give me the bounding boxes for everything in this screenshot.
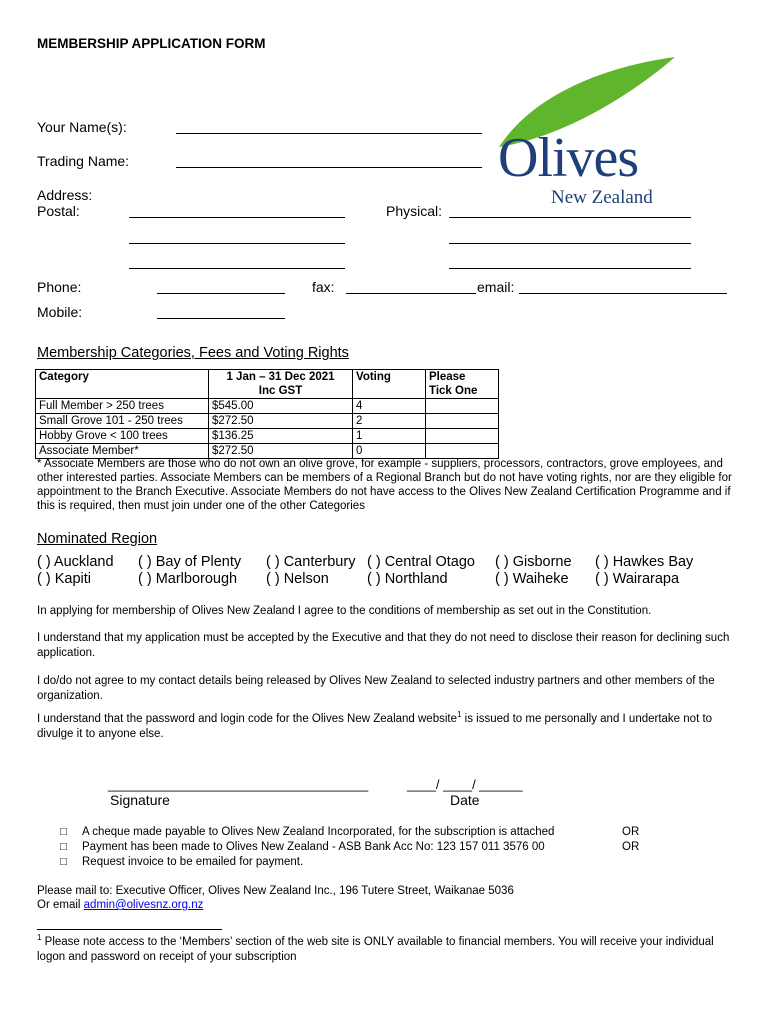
header-voting: Voting [353, 370, 426, 399]
mobile-field[interactable] [157, 318, 285, 319]
postal-label: Postal: [37, 203, 80, 219]
form-title: MEMBERSHIP APPLICATION FORM [37, 36, 266, 51]
region-option[interactable]: ( ) Gisborne [495, 554, 572, 570]
email-field[interactable] [519, 293, 727, 294]
row-category: Associate Member* [36, 444, 209, 459]
mail-email-line [37, 898, 514, 912]
associate-note: * Associate Members are those who do not own an olive grove, for example - suppliers, processors, contractors, grove employees, and other interested parties. Associate Members can be members of a Regional Branch but do not have voting rights, nor are they eligible for appointment to the Branch Executive. Associate Members do not have access to the Olives New Zealand Certification Programme and if this is required, then must join under one of the other Categories [37, 458, 732, 512]
agreement-paragraph-4 [37, 712, 737, 742]
date-label: Date [450, 792, 480, 808]
phone-field[interactable] [157, 293, 285, 294]
signature-label: Signature [110, 792, 170, 808]
row-voting: 4 [353, 399, 426, 414]
region-row [37, 571, 693, 588]
footnote-text: Please note access to the ‘Members’ section of the web site is ONLY available to financial members. You will receive your individual logon and password on receipt of your subscription [37, 936, 714, 963]
agreement-paragraph-1: In applying for membership of Olives New Zealand I agree to the conditions of membership as set out in the Constitution. [37, 605, 652, 617]
region-row [37, 554, 693, 571]
row-voting: 0 [353, 444, 426, 459]
payment-option [60, 825, 639, 840]
header-tick-1: Please [429, 371, 466, 383]
payment-option-text: Payment has been made to Olives New Zealand - ASB Bank Acc No: 123 157 011 3576 00 [82, 841, 545, 853]
footnote-mark: 1 [37, 933, 42, 943]
payment-option-suffix: OR [622, 841, 640, 853]
header-category: Category [36, 370, 209, 399]
postal-field-2[interactable] [129, 243, 345, 244]
physical-label: Physical: [386, 203, 443, 219]
tick-cell[interactable] [426, 429, 499, 444]
mail-instructions [37, 884, 514, 912]
row-category: Small Grove 101 - 250 trees [36, 414, 209, 429]
table-row [36, 429, 499, 444]
row-fee: $545.00 [209, 399, 353, 414]
fees-section-title: Membership Categories, Fees and Voting Rights [37, 345, 349, 361]
region-option[interactable]: ( ) Marlborough [138, 571, 238, 587]
payment-options [60, 825, 639, 870]
row-category: Full Member > 250 trees [36, 399, 209, 414]
header-period-dates: 1 Jan – 31 Dec 2021 [226, 371, 335, 383]
checkbox[interactable]: □ [60, 826, 67, 838]
names-label: Your Name(s): [37, 119, 127, 135]
table-row [36, 399, 499, 414]
date-line[interactable]: ____/ ____/ ______ [407, 777, 523, 792]
trading-name-field[interactable] [176, 167, 482, 168]
region-options [37, 554, 693, 588]
header-tick-2: Tick One [429, 385, 478, 397]
signature-line[interactable]: ____________________________________ [108, 777, 369, 792]
fees-table-header [36, 370, 499, 399]
p4-text-b: is issued to me personally and I undertake not to divulge it to anyone else. [37, 713, 713, 740]
region-option[interactable]: ( ) Canterbury [266, 554, 356, 570]
postal-field-1[interactable] [129, 217, 345, 218]
row-fee: $272.50 [209, 444, 353, 459]
payment-option-text: A cheque made payable to Olives New Zealand Incorporated, for the subscription is attached [82, 826, 555, 838]
region-section-title: Nominated Region [37, 531, 158, 547]
checkbox[interactable]: □ [60, 841, 67, 853]
footnote [37, 935, 737, 965]
agreement-paragraph-3: I do/do not agree to my contact details being released by Olives New Zealand to selected industry partners and other members of the organization. [37, 675, 715, 702]
payment-option-suffix: OR [622, 826, 640, 838]
names-field[interactable] [176, 133, 482, 134]
payment-option [60, 855, 639, 870]
mail-email-prefix: Or email [37, 899, 84, 911]
payment-option-text: Request invoice to be emailed for payment. [82, 856, 304, 868]
row-category: Hobby Grove < 100 trees [36, 429, 209, 444]
logo-subtitle: New Zealand [551, 187, 653, 208]
postal-field-3[interactable] [129, 268, 345, 269]
physical-field-3[interactable] [449, 268, 691, 269]
address-label: Address: [37, 187, 93, 203]
email-link[interactable]: admin@olivesnz.org.nz [83, 899, 204, 911]
tick-cell[interactable] [426, 414, 499, 429]
checkbox[interactable]: □ [60, 856, 67, 868]
table-row [36, 414, 499, 429]
mail-address: Please mail to: Executive Officer, Olives New Zealand Inc., 196 Tutere Street, Waikanae 5036 [37, 885, 514, 897]
physical-field-1[interactable] [449, 217, 691, 218]
row-voting: 2 [353, 414, 426, 429]
tick-cell[interactable] [426, 399, 499, 414]
email-label: email: [477, 279, 515, 295]
region-option[interactable]: ( ) Hawkes Bay [595, 554, 694, 570]
header-period [209, 370, 353, 399]
header-period-gst: Inc GST [258, 385, 303, 397]
region-option[interactable]: ( ) Kapiti [37, 571, 91, 587]
region-option[interactable]: ( ) Bay of Plenty [138, 554, 242, 570]
physical-field-2[interactable] [449, 243, 691, 244]
region-option[interactable]: ( ) Northland [367, 571, 448, 587]
row-fee: $272.50 [209, 414, 353, 429]
olives-nz-logo [493, 55, 693, 220]
fees-table [35, 369, 499, 459]
fax-label: fax: [312, 279, 335, 295]
payment-option [60, 840, 639, 855]
agreement-paragraph-2: I understand that my application must be accepted by the Executive and that they do not need to disclose their reason for declining such application. [37, 632, 730, 659]
footnote-divider [37, 929, 222, 930]
region-option[interactable]: ( ) Auckland [37, 554, 114, 570]
p4-text-a: I understand that the password and login code for the Olives New Zealand website [37, 713, 457, 725]
logo-wordmark: Olives [498, 127, 639, 189]
mobile-label: Mobile: [37, 304, 83, 320]
trading-name-label: Trading Name: [37, 153, 130, 169]
region-option[interactable]: ( ) Central Otago [367, 554, 475, 570]
fax-field[interactable] [346, 293, 476, 294]
header-tick [426, 370, 499, 399]
footnote-ref: 1 [457, 710, 462, 720]
row-fee: $136.25 [209, 429, 353, 444]
row-voting: 1 [353, 429, 426, 444]
region-option[interactable]: ( ) Nelson [266, 571, 329, 587]
region-option[interactable]: ( ) Wairarapa [595, 571, 680, 587]
phone-label: Phone: [37, 279, 82, 295]
region-option[interactable]: ( ) Waiheke [495, 571, 569, 587]
